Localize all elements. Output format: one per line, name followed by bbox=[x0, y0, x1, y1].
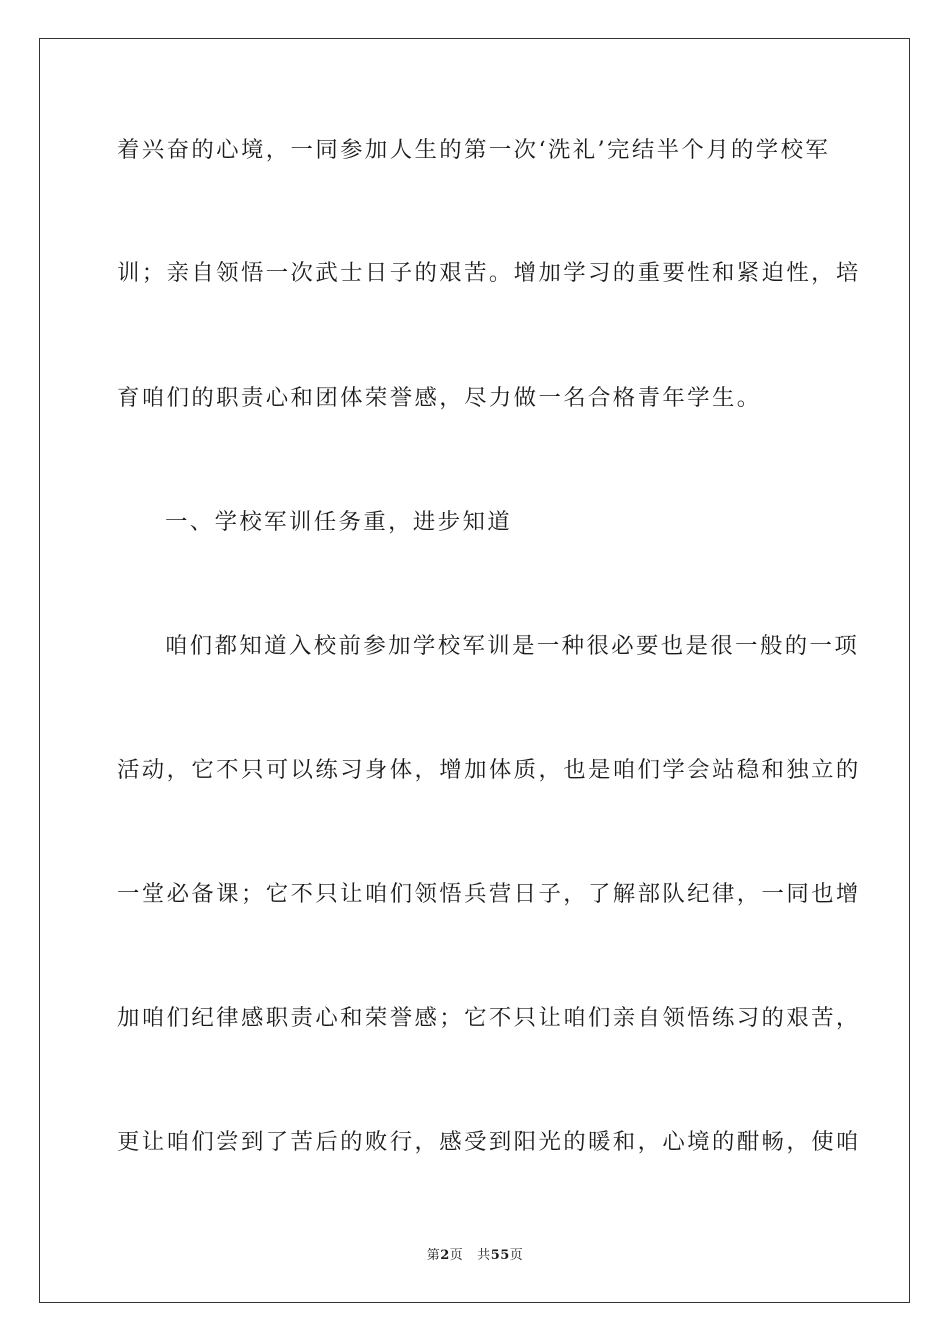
page-prefix: 第 bbox=[426, 1248, 441, 1263]
body-text-line-3: 育咱们的职责心和团体荣誉感，尽力做一名合格青年学生。 bbox=[117, 385, 762, 411]
body-text-line-7: 一堂必备课；它不只让咱们领悟兵营日子，了解部队纪律，一同也增 bbox=[117, 881, 861, 907]
section-heading: 一、学校军训任务重，进步知道 bbox=[165, 509, 513, 535]
body-text-line-2: 训；亲自领悟一次武士日子的艰苦。增加学习的重要性和紧迫性，培 bbox=[117, 260, 861, 286]
total-pages: 55 bbox=[490, 1248, 510, 1263]
total-prefix: 共 bbox=[477, 1248, 491, 1263]
body-text-line-8: 加咱们纪律感职责心和荣誉感；它不只让咱们亲自领悟练习的艰苦， bbox=[117, 1005, 861, 1031]
body-text-line-5: 咱们都知道入校前参加学校军训是一种很必要也是很一般的一项 bbox=[165, 633, 860, 659]
body-text-line-1: 着兴奋的心境，一同参加人生的第一次‘洗礼’完结半个月的学校军 bbox=[117, 137, 831, 163]
page-suffix: 页 bbox=[449, 1248, 464, 1263]
total-suffix: 页 bbox=[509, 1248, 524, 1263]
body-text-line-9: 更让咱们尝到了苦后的败行，感受到阳光的暖和，心境的酣畅，使咱 bbox=[117, 1129, 861, 1155]
page-footer bbox=[0, 1247, 950, 1265]
page-frame bbox=[39, 38, 910, 1303]
body-text-line-6: 活动，它不只可以练习身体，增加体质，也是咱们学会站稳和独立的 bbox=[117, 757, 861, 783]
page-number: 2 bbox=[440, 1248, 450, 1263]
